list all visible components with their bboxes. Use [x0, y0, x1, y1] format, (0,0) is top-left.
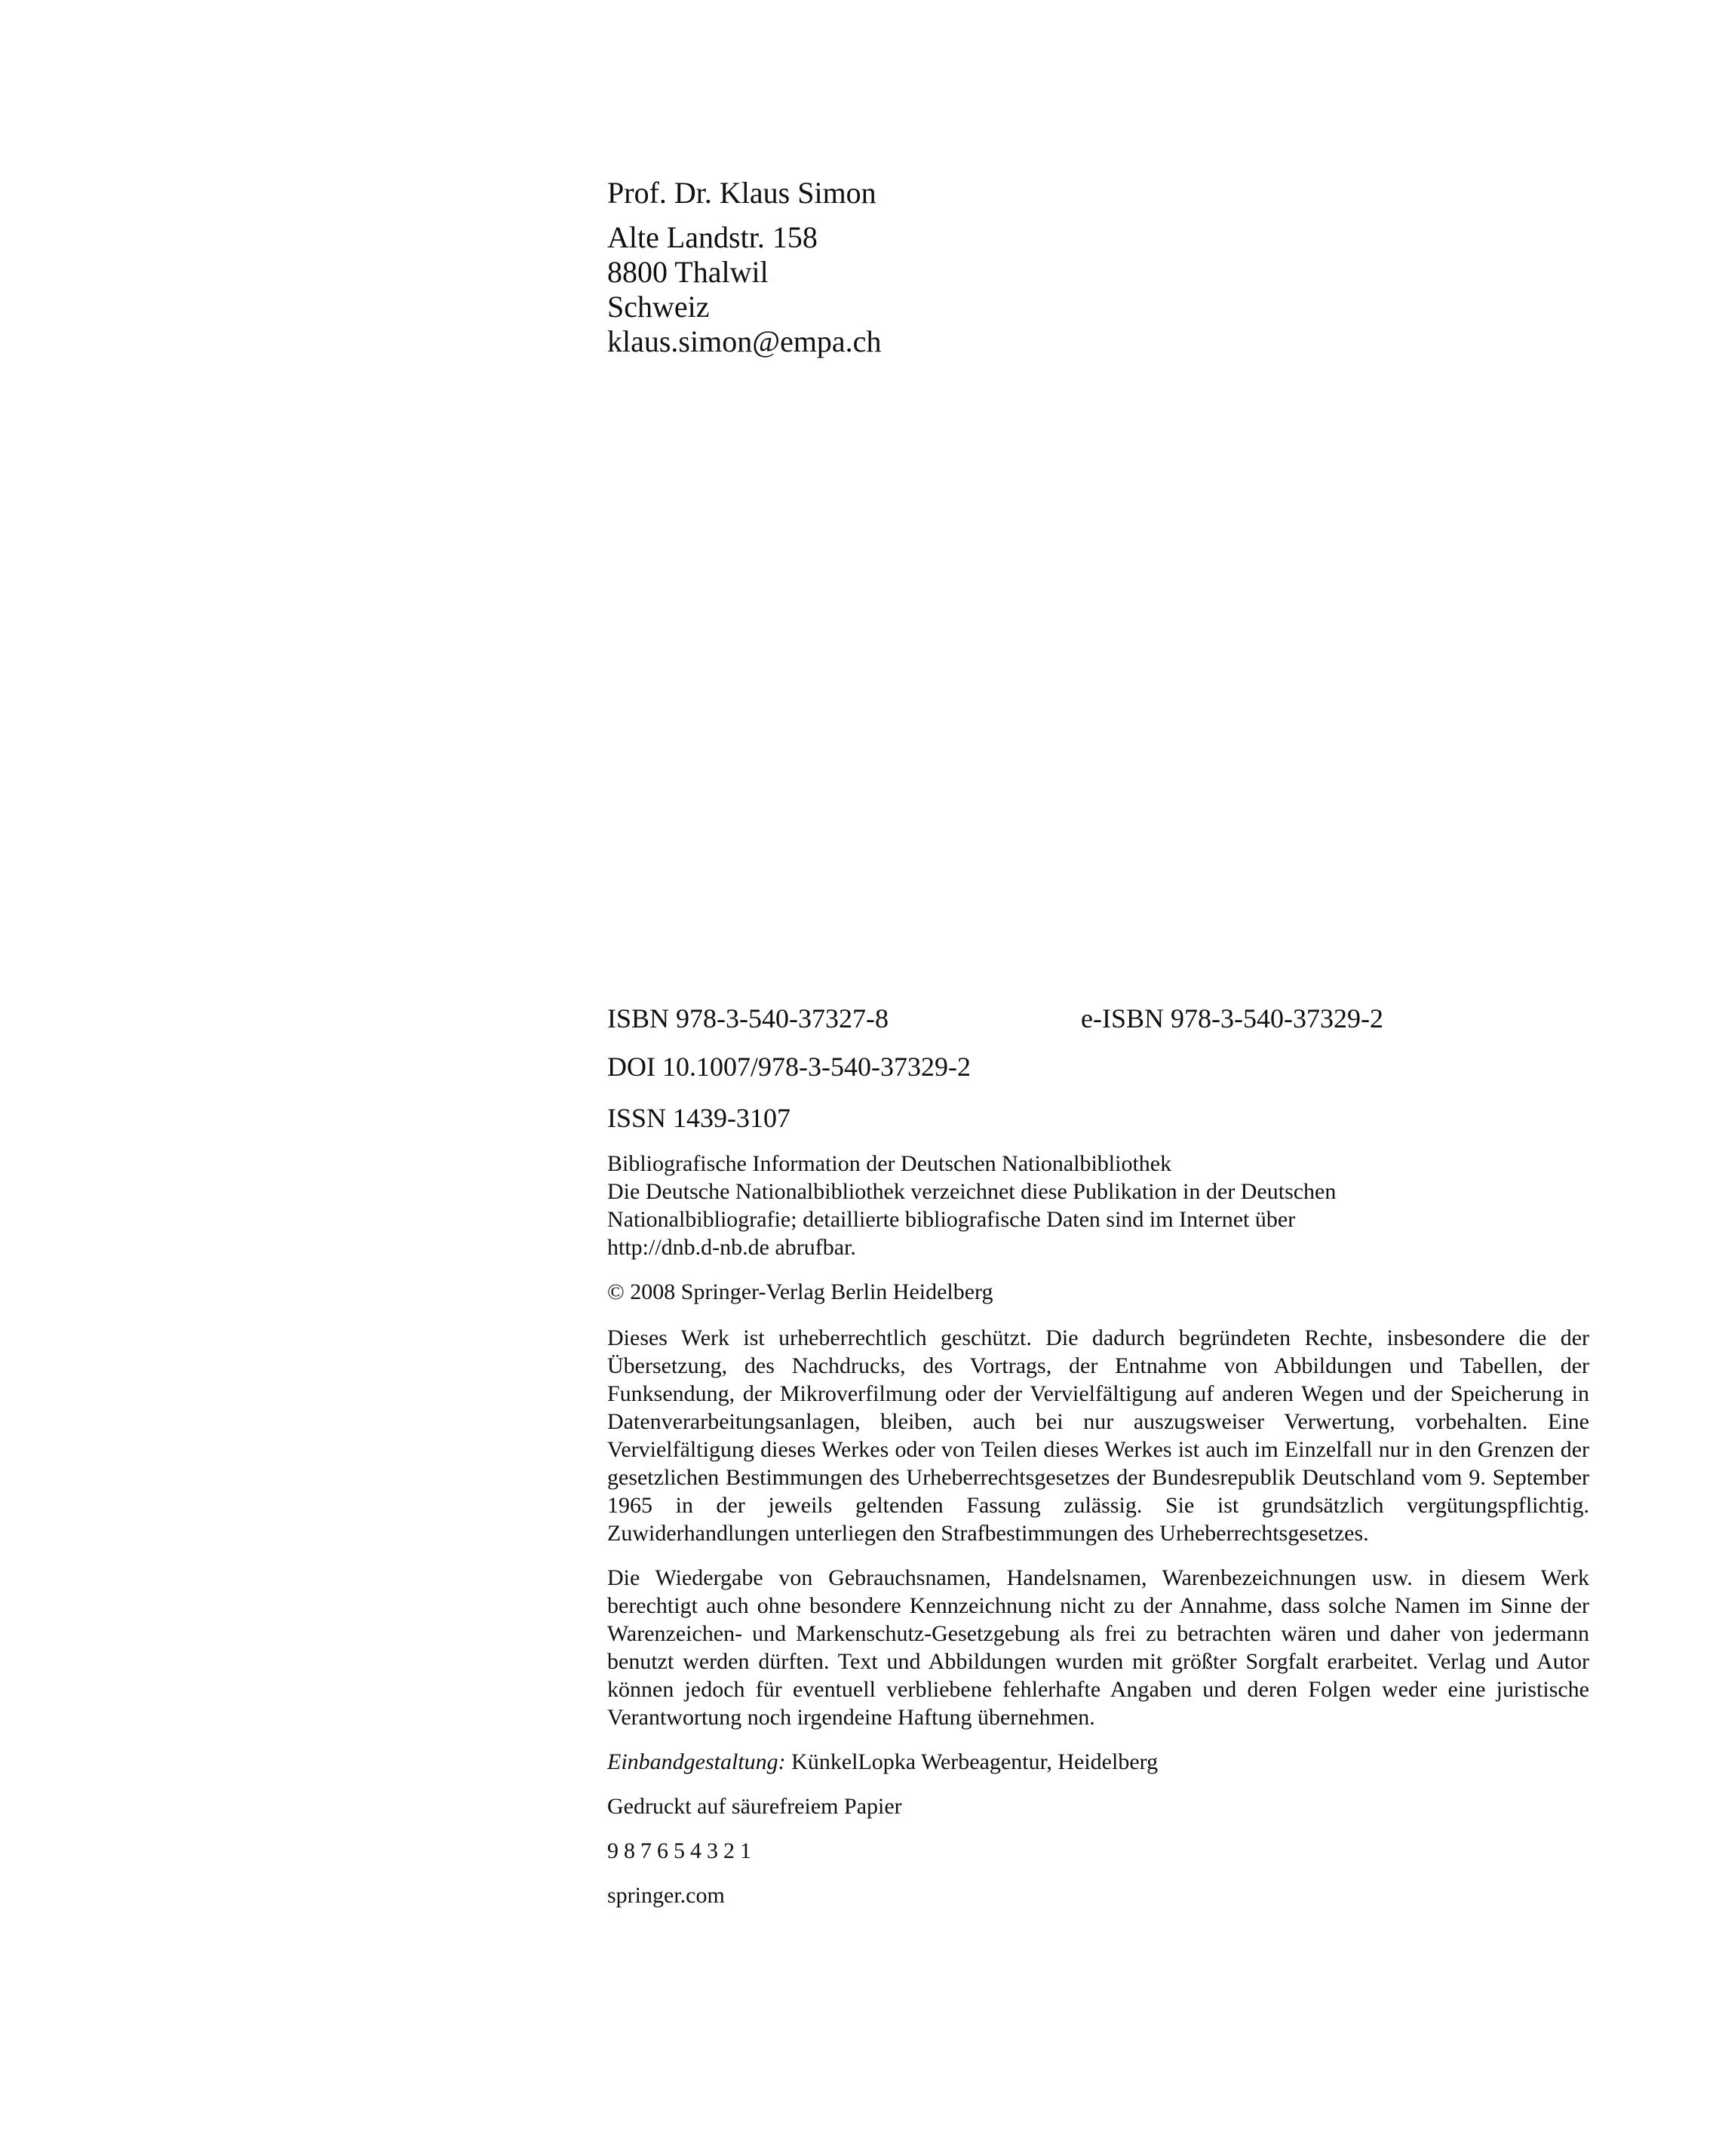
- bibliographic-heading: Bibliografische Information der Deutschen Nationalbibliothek: [607, 1151, 1172, 1176]
- author-name: Prof. Dr. Klaus Simon: [607, 176, 876, 210]
- issn: ISSN 1439-3107: [607, 1103, 791, 1133]
- trademark-paragraph: Die Wiedergabe von Gebrauchsnamen, Handelsnamen, Warenbezeichnungen usw. in diesem Werk berechtigt auch ohne besondere Kennzeichnung nicht zu der Annahme, dass solche Namen im Sinne der Warenzeichen- und Markenschutz-Gesetzgebung als frei zu betrachten wären und daher von jedermann benutzt werden dürften. Text und Abbildungen wurden mit größter Sorgfalt erarbeitet. Verlag und Autor können jedoch für eventuell verbliebene fehlerhafte Angaben und deren Folgen weder eine juristische Verantwortung noch irgendeine Haftung übernehmen.: [607, 1565, 1589, 1730]
- author-email[interactable]: klaus.simon@empa.ch: [607, 324, 882, 358]
- rights-paragraph: Dieses Werk ist urheberrechtlich geschützt. Die dadurch begründeten Rechte, insbesondere die der Übersetzung, des Nachdrucks, des Vortrags, der Entnahme von Abbildungen und Tabellen, der Funksendung, der Mikroverfilmung oder der Vervielfältigung auf anderen Wegen und der Speicherung in Datenverarbeitungsanlagen, bleiben, auch bei nur auszugsweiser Verwertung, vorbehalten. Eine Vervielfältigung dieses Werkes oder von Teilen dieses Werkes ist auch im Einzelfall nur in den Grenzen der gesetzlichen Bestimmungen des Urheberrechtsgesetzes der Bundesrepublik Deutschland vom 9. September 1965 in der jeweils geltenden Fassung zulässig. Sie ist grundsätzlich vergütungspflichtig. Zuwiderhandlungen unterliegen den Strafbestimmungen des Urheberrechtsgesetzes.: [607, 1325, 1589, 1546]
- print-sequence: 987654321: [607, 1838, 757, 1863]
- address-city: 8800 Thalwil: [607, 255, 769, 289]
- cover-design-value: KünkelLopka Werbeagentur, Heidelberg: [791, 1749, 1159, 1774]
- publisher-website[interactable]: springer.com: [607, 1883, 725, 1908]
- bibliographic-info: [607, 1150, 1589, 1261]
- author-block: [607, 172, 1588, 359]
- bibliographic-line: Die Deutsche Nationalbibliothek verzeichnet diese Publikation in der Deutschen: [607, 1179, 1337, 1204]
- imprint-block: [607, 997, 1589, 1909]
- cover-design: [607, 1748, 1589, 1776]
- bibliographic-link: http://dnb.d-nb.de abrufbar.: [607, 1235, 856, 1260]
- cover-design-label: Einbandgestaltung:: [607, 1749, 786, 1774]
- isbn: ISBN 978-3-540-37327-8: [607, 1003, 889, 1033]
- paper-note: Gedruckt auf säurefreiem Papier: [607, 1794, 902, 1819]
- copyright-notice: © 2008 Springer-Verlag Berlin Heidelberg: [607, 1279, 993, 1304]
- address-street: Alte Landstr. 158: [607, 220, 818, 254]
- address-country: Schweiz: [607, 290, 710, 324]
- e-isbn: e-ISBN 978-3-540-37329-2: [1081, 1003, 1383, 1033]
- doi: DOI 10.1007/978-3-540-37329-2: [607, 1052, 971, 1082]
- bibliographic-line: Nationalbibliografie; detaillierte bibliografische Daten sind im Internet über: [607, 1207, 1296, 1232]
- isbn-row: [607, 997, 1589, 1040]
